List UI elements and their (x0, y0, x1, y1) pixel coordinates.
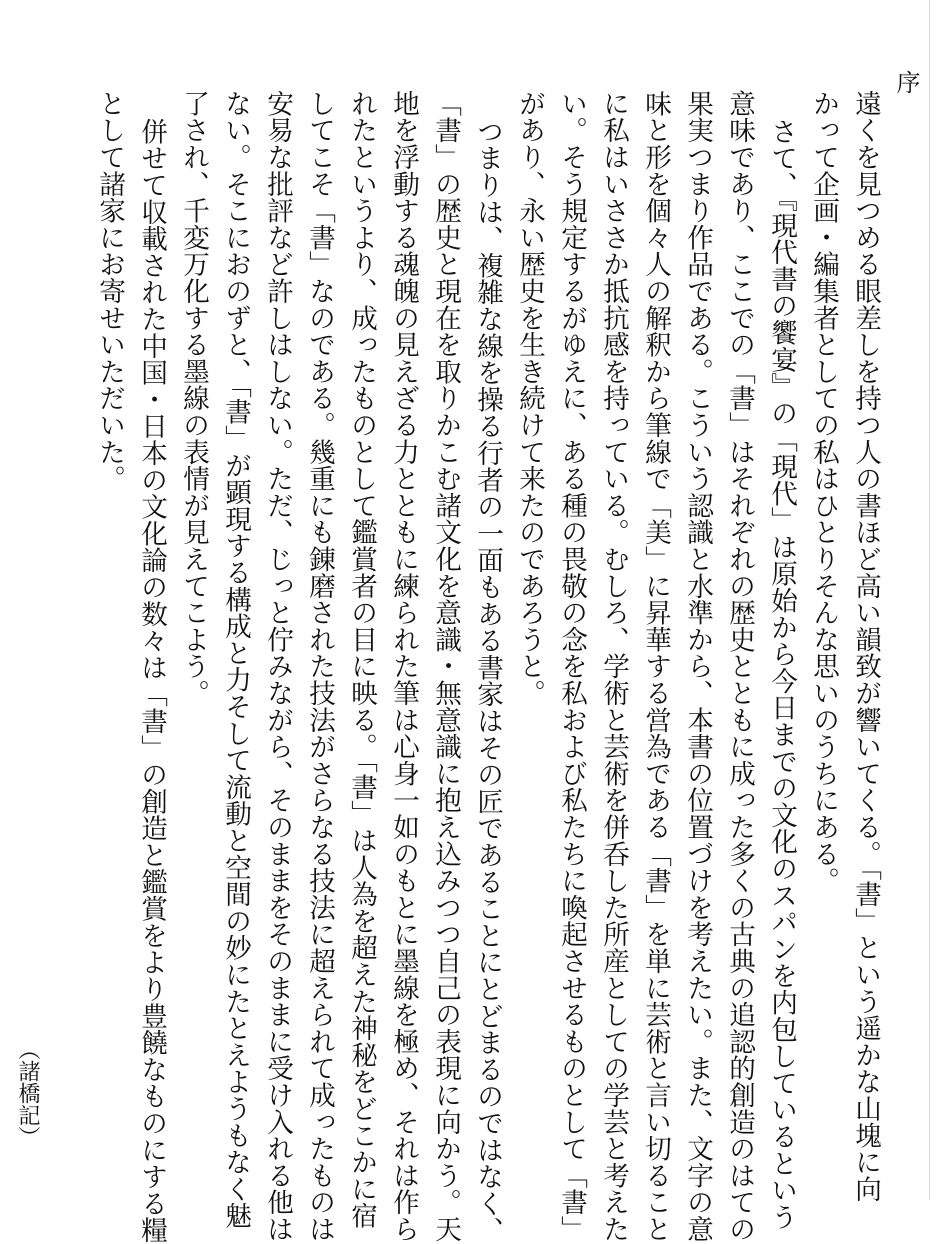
author-signature: （諸橋記） (15, 1038, 40, 1148)
text-line: さて、『現代書の饗宴』の「現代」は原始から今日までの文化のスパンを内包しているという (766, 118, 797, 1231)
text-line: い。そう規定するがゆえに、ある種の畏敬の念を私および私たちに喚起させるものとして「書」 (556, 90, 587, 1243)
page-edge-line (929, 0, 930, 1200)
text-line: ない。そこにおのずと、「書」が顕現する構成と力そして流動と空間の妙にたとえようもなく魅 (220, 90, 251, 1230)
text-line: 「書」の歴史と現在を取りかこむ諸文化を意識・無意識に抱え込みつつ自己の表現に向かう。天 (430, 90, 461, 1243)
preface-heading: 序 (892, 70, 920, 94)
text-line: 意味であり、ここでの「書」はそれぞれの歴史とともに成った多くの古典の追認的創造のはての (724, 90, 755, 1243)
text-line: れたというより、成ったものとして鑑賞者の目に映る。「書」は人為を超えた神秘をどこかに宿 (346, 90, 377, 1230)
text-line: に私はいささか抵抗感を持っている。むしろ、学術と芸術を併呑した所産としての学芸と考えた (598, 90, 629, 1243)
text-line: つまりは、複雑な線を操る行者の一面もある書家はその匠であることにとどまるのではなく、 (472, 118, 503, 1244)
text-line: 併せて収載された中国・日本の文化論の数々は「書」の創造と鑑賞をより豊饒なものにする糧 (136, 118, 167, 1244)
text-line: 果実つまり作品である。こういう認識と水準から、本書の位置づけを考えたい。また、文字の意 (682, 90, 713, 1243)
text-line: 味と形を個々人の解釈から筆線で「美」に昇華する営為である「書」を単に芸術と言い切ること (640, 90, 671, 1243)
text-line: 安易な批評など許しはしない。ただ、じっと佇みながら、そのままをそのままに受け入れる他は (262, 90, 293, 1243)
text-line: 地を浮動する魂魄の見えざる力とともに練られた筆は心身一如のもとに墨線を極め、それは作ら (388, 90, 419, 1243)
text-line: かって企画・編集者としての私はひとりそんな思いのうちにある。 (808, 90, 839, 894)
text-line: があり、永い歴史を生き続けて来たのであろうと。 (514, 90, 545, 707)
text-line: として諸家にお寄せいただいた。 (94, 90, 125, 492)
text-line: してこそ「書」なのである。幾重にも錬磨された技法がさらなる技法に超えられて成ったものは (304, 90, 335, 1243)
text-line: 遠くを見つめる眼差しを持つ人の書ほど高い韻致が響いてくる。「書」という遥かな山塊に向 (850, 90, 881, 1203)
text-line: 了され、千変万化する墨線の表情が見えてこよう。 (178, 90, 209, 707)
